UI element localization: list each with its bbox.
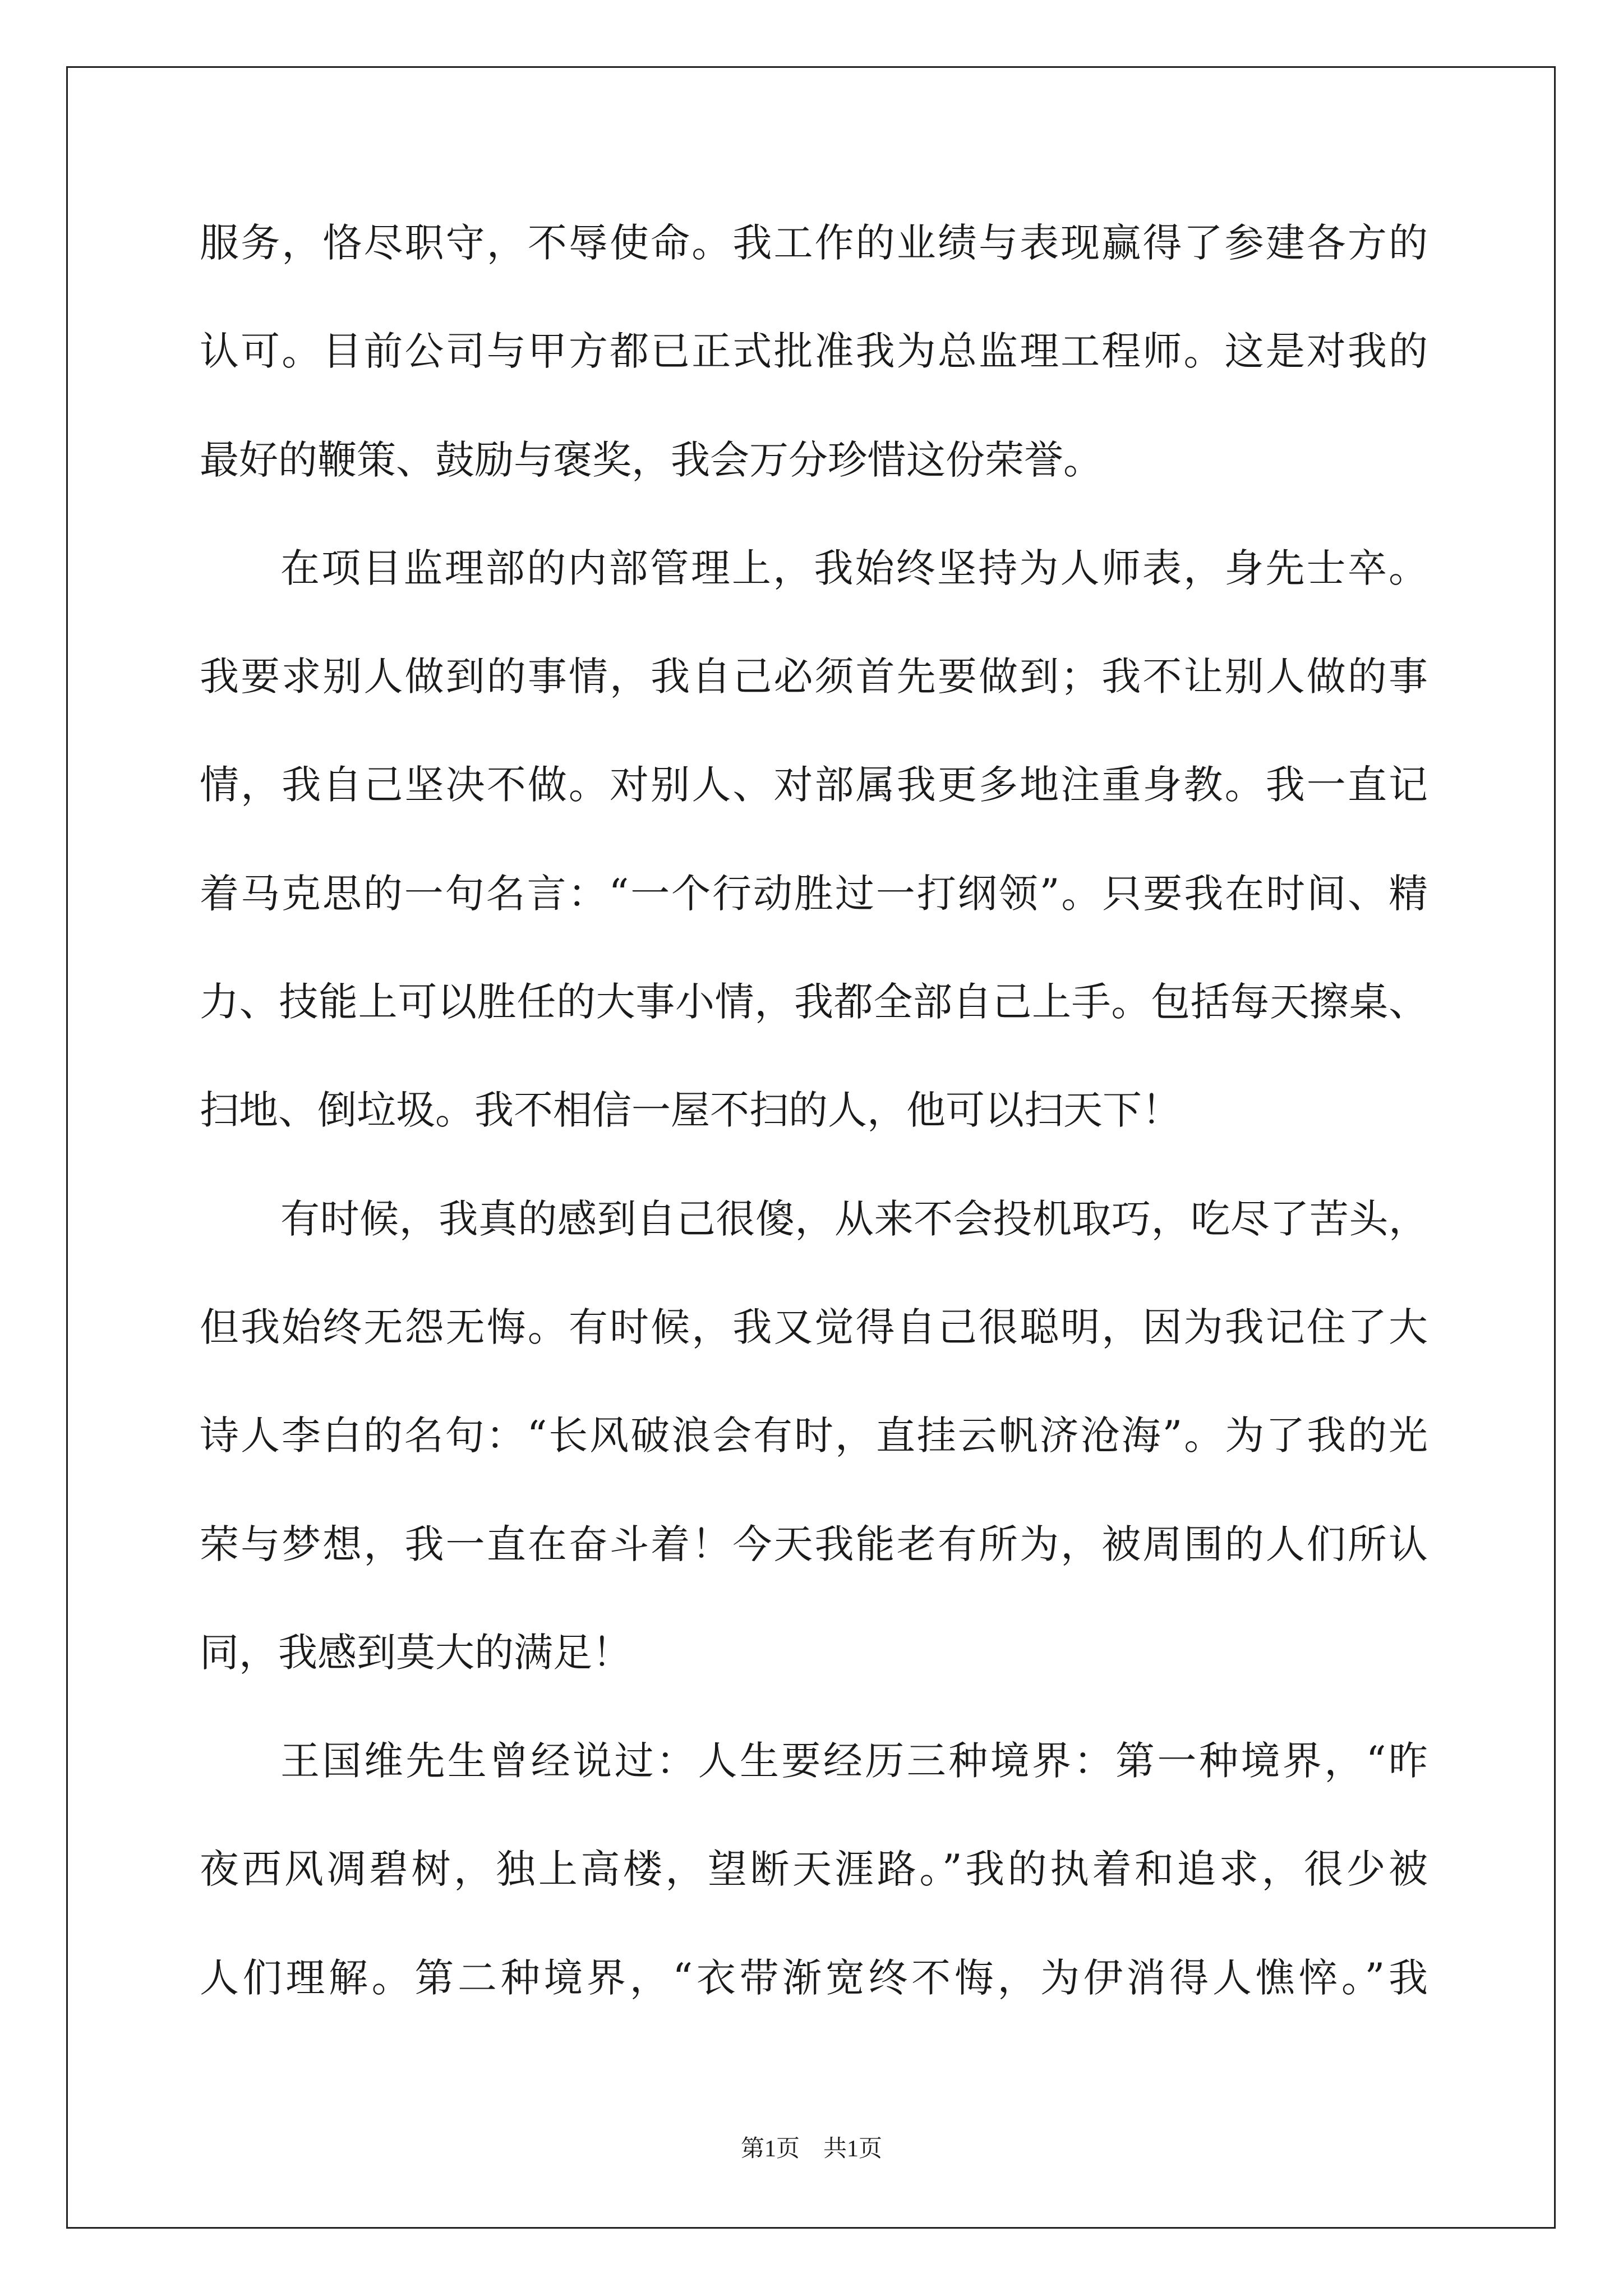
text-line: 扫地、倒垃圾。我不相信一屋不扫的人，他可以扫天下！ <box>200 1087 1181 1134</box>
text-line: 情，我自己坚决不做。对别人、对部属我更多地注重身教。我一直记 <box>200 762 1428 808</box>
paragraph-first-line: 王国维先生曾经说过：人生要经历三种境界：第一种境界，“昨 <box>280 1738 1428 1784</box>
text-line: 诗人李白的名句：“长风破浪会有时，直挂云帆济沧海”。为了我的光 <box>200 1412 1428 1459</box>
text-line: 我要求别人做到的事情，我自己必须首先要做到；我不让别人做的事 <box>200 654 1428 700</box>
page-number-footer: 第1页 共1页 <box>740 2136 882 2162</box>
text-line: 力、技能上可以胜任的大事小情，我都全部自己上手。包括每天擦桌、 <box>200 979 1428 1025</box>
document-body <box>200 222 1428 2065</box>
text-line: 着马克思的一句名言：“一个行动胜过一打纲领”。只要我在时间、精 <box>200 870 1428 917</box>
paragraph-first-line: 有时候，我真的感到自己很傻，从来不会投机取巧，吃尽了苦头， <box>280 1195 1428 1242</box>
text-line: 夜西风凋碧树，独上高楼，望断天涯路。”我的执着和追求，很少被 <box>200 1846 1428 1893</box>
text-line: 荣与梦想，我一直在奋斗着！今天我能老有所为，被周围的人们所认 <box>200 1521 1428 1567</box>
text-line: 同，我感到莫大的满足！ <box>200 1629 631 1676</box>
text-line: 最好的鞭策、鼓励与褒奖，我会万分珍惜这份荣誉。 <box>200 436 1103 483</box>
text-line: 服务，恪尽职守，不辱使命。我工作的业绩与表现赢得了参建各方的 <box>200 220 1428 266</box>
text-line: 认可。目前公司与甲方都已正式批准我为总监理工程师。这是对我的 <box>200 328 1428 375</box>
text-line: 但我始终无怨无悔。有时候，我又觉得自己很聪明，因为我记住了大 <box>200 1304 1428 1350</box>
text-line: 人们理解。第二种境界，“衣带渐宽终不悔，为伊消得人憔悴。”我 <box>200 1954 1428 2001</box>
paragraph-first-line: 在项目监理部的内部管理上，我始终坚持为人师表，身先士卒。 <box>280 545 1428 591</box>
